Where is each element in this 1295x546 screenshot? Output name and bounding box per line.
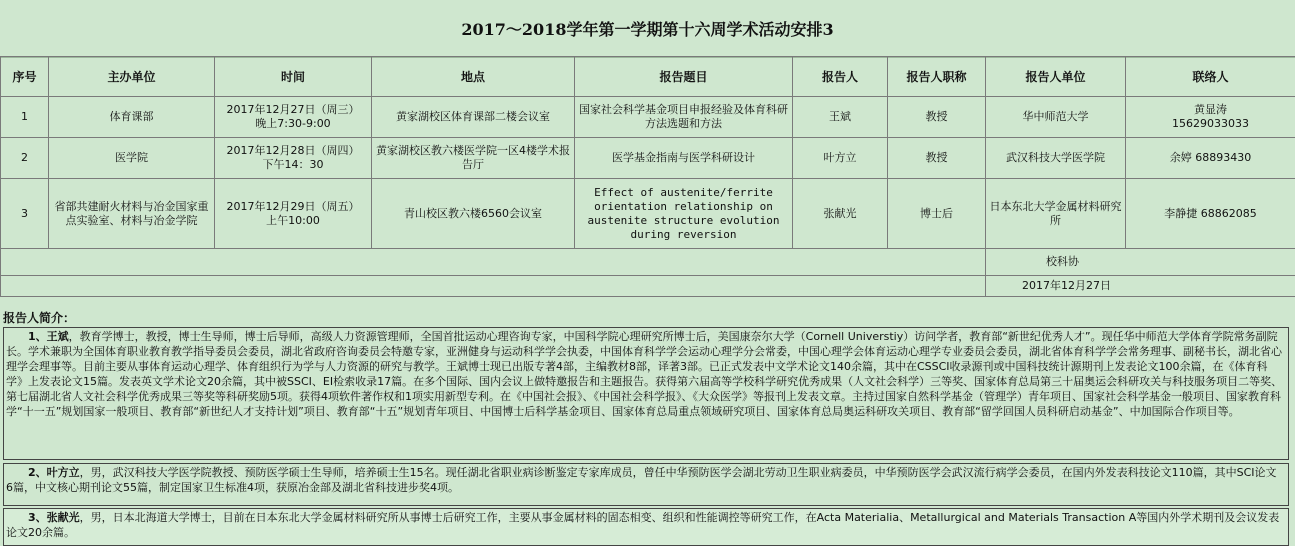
table-row bbox=[1, 138, 1295, 179]
row-speaker-title: 教授 bbox=[888, 138, 986, 179]
footer-date-row bbox=[1, 276, 1295, 297]
bio-name: 2、叶方立 bbox=[28, 466, 80, 479]
time-hours: 上午10:00 bbox=[266, 213, 320, 227]
row-speaker-unit: 日本东北大学金属材料研究所 bbox=[986, 179, 1126, 249]
row-no: 1 bbox=[1, 97, 49, 138]
time-date: 2017年12月29日（周五） bbox=[226, 199, 360, 213]
row-topic: 国家社会科学基金项目申报经验及体育科研方法选题和方法 bbox=[575, 97, 793, 138]
footer-org: 校科协 bbox=[986, 249, 1295, 276]
footer-blank bbox=[1, 276, 986, 297]
header-speaker-title: 报告人职称 bbox=[888, 57, 986, 97]
bio-name: 3、张献光 bbox=[28, 511, 80, 524]
row-speaker: 叶方立 bbox=[793, 138, 888, 179]
row-speaker-unit: 武汉科技大学医学院 bbox=[986, 138, 1126, 179]
header-time: 时间 bbox=[215, 57, 372, 97]
bio-text: ，男，武汉科技大学医学院教授、预防医学硕士生导师，培养硕士生15名。现任湖北省职业病诊断鉴定专家库成员，曾任中华预防医学会湖北劳动卫生职业病委员，中华预防医学会武汉流行病学会委员，在国内外发表科技论文110篇，其中SCI论文6篇，中文核心期刊论文55篇，制定国家卫生标准4项，获原冶金部及湖北省科技进步奖4项。 bbox=[6, 466, 1277, 494]
row-time bbox=[215, 97, 372, 138]
intro-label: 报告人简介： bbox=[3, 311, 76, 325]
table-row bbox=[1, 179, 1295, 249]
header-host: 主办单位 bbox=[49, 57, 215, 97]
bio-paragraph bbox=[3, 508, 1289, 546]
row-place: 青山校区教六楼6560会议室 bbox=[372, 179, 575, 249]
time-date: 2017年12月27日（周三） bbox=[226, 103, 360, 116]
bio-paragraph bbox=[3, 327, 1289, 460]
row-place: 黄家湖校区教六楼医学院一区4楼学术报告厅 bbox=[372, 138, 575, 179]
time-hours: 晚上7:30-9:00 bbox=[255, 117, 331, 130]
contact-name: 黄显涛 bbox=[1194, 103, 1227, 116]
header-speaker-unit: 报告人单位 bbox=[986, 57, 1126, 97]
row-host: 医学院 bbox=[49, 138, 215, 179]
row-time bbox=[215, 138, 372, 179]
row-speaker: 张献光 bbox=[793, 179, 888, 249]
row-host: 省部共建耐火材料与冶金国家重点实验室、材料与冶金学院 bbox=[49, 179, 215, 249]
row-contact: 余婷 68893430 bbox=[1126, 138, 1295, 179]
header-speaker: 报告人 bbox=[793, 57, 888, 97]
row-topic: 医学基金指南与医学科研设计 bbox=[575, 138, 793, 179]
header-no: 序号 bbox=[1, 57, 49, 97]
footer-org-row bbox=[1, 249, 1295, 276]
row-speaker: 王斌 bbox=[793, 97, 888, 138]
table-header-row bbox=[1, 57, 1295, 97]
row-speaker-unit: 华中师范大学 bbox=[986, 97, 1126, 138]
footer-date: 2017年12月27日 bbox=[986, 276, 1295, 297]
row-no: 2 bbox=[1, 138, 49, 179]
bio-name: 1、王斌 bbox=[28, 330, 69, 343]
header-topic: 报告题目 bbox=[575, 57, 793, 97]
row-contact bbox=[1126, 97, 1295, 138]
row-speaker-title: 博士后 bbox=[888, 179, 986, 249]
header-place: 地点 bbox=[372, 57, 575, 97]
page-title: 2017～2018学年第一学期第十六周学术活动安排3 bbox=[0, 0, 1295, 58]
contact-phone: 15629033033 bbox=[1172, 117, 1249, 130]
bio-text: ，教育学博士，教授，博士生导师，博士后导师，高级人力资源管理师，全国首批运动心理咨询专家，中国科学院心理研究所博士后，美国康奈尔大学（Cornell Universtiy）访问学者，教育部“新世纪优秀人才”。现任华中师范大学体育学院常务副院长。学术兼职为全国体育职业教育教学指导委员会委员，湖北省政府咨询委员会特邀专家，亚洲健身与运动科学学会执委，中国体育科学学会运动心理学分会常委，中国心理学会体育运动心理学专业委员会委员，湖北省体育科学学会常务理事、副秘书长，湖北省心理学会理事等。目前主要从事体育运动心理学、体育组织行为学与人力资源的研究与教学。王斌博士现已出版专著4部，主编教材8部，译著3部。已正式发表中文学术论文140余篇，其中在CSSCI收录源刊或中国科技统计源期刊上发表论文100余篇，在《体育科学》上发表论文15篇。发表英文学术论文20余篇，其中被SSCI、EI检索收录17篇。在多个国际、国内会议上做特邀报告和主题报告。获得第六届高等学校科学研究优秀成果（人文社会科学）三等奖、国家体育总局第三十届奥运会科研攻关与科技服务项目二等奖、第七届湖北省人文社会科学优秀成果三等奖等科研奖励5项。获得4项软件著作权和1项实用新型专利。在《中国社会报》、《中国社会科学报》、《大众医学》等报刊上发表文章。主持过国家自然科学基金（管理学）青年项目、国家社会科学基金一般项目、国家教育科学“十一五”规划国家一般项目、教育部“新世纪人才支持计划”项目、教育部“十五”规划青年项目、中国博士后科学基金项目、国家体育总局重点领域研究项目、国家体育总局奥运科研攻关项目、教育部“留学回国人员科研启动基金”、中加国际合作项目等。 bbox=[6, 330, 1283, 418]
time-hours: 下午14：30 bbox=[262, 158, 324, 171]
row-topic: Effect of austenite/ferrite orientation relationship on austenite structure evolution during reversion bbox=[575, 179, 793, 249]
row-no: 3 bbox=[1, 179, 49, 249]
row-place: 黄家湖校区体育课部二楼会议室 bbox=[372, 97, 575, 138]
row-time bbox=[215, 179, 372, 249]
table-row bbox=[1, 97, 1295, 138]
schedule-table bbox=[0, 56, 1295, 297]
row-host: 体育课部 bbox=[49, 97, 215, 138]
row-speaker-title: 教授 bbox=[888, 97, 986, 138]
footer-blank bbox=[1, 249, 986, 276]
bio-text: ，男，日本北海道大学博士，目前在日本东北大学金属材料研究所从事博士后研究工作，主要从事金属材料的固态相变、组织和性能调控等研究工作，在Acta Materialia、Metallurgical and Materials Transaction A等国内外学术期刊及会议发表论文20余篇。 bbox=[6, 511, 1280, 539]
bio-paragraph bbox=[3, 463, 1289, 506]
time-date: 2017年12月28日（周四） bbox=[226, 144, 360, 157]
header-contact: 联络人 bbox=[1126, 57, 1295, 97]
row-contact: 李静捷 68862085 bbox=[1126, 179, 1295, 249]
